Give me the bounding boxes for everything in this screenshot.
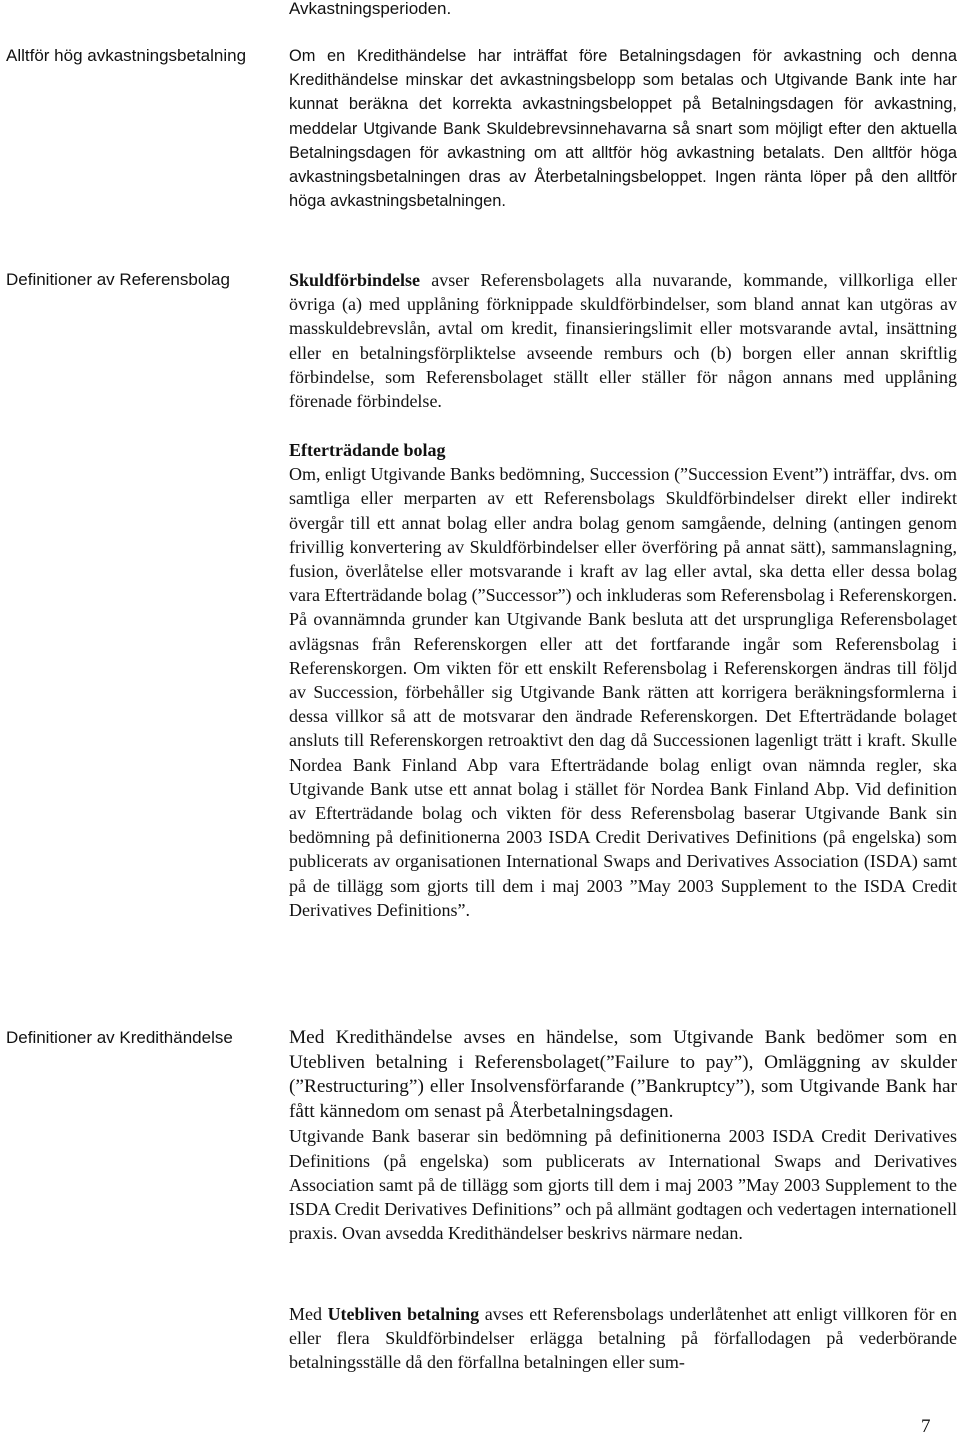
failure-to-pay-term: Utebliven betalning bbox=[327, 1304, 480, 1324]
failure-to-pay-paragraph bbox=[289, 1302, 957, 1375]
too-high-return-paragraph: Om en Kredithändelse har inträffat före Betalningsdagen för avkastning och denna Kredithändelse minskar det avkastningsbelopp som betalas och Utgivande Bank inte har kunnat beräkna det korrekta avkastningsbeloppet på Betalningsdagen för avkastning, meddelar Utgivande Bank Skuldebrevsinnehavarna så snart som möjligt efter den aktuella Betalningsdagen för avkastning om att alltför hög avkastning betalats. Den alltför höga avkastningsbetalningen dras av Återbetalningsbeloppet. Ingen ränta löper på den alltför höga avkastningsbetalningen. bbox=[289, 47, 957, 211]
failure-to-pay-prefix: Med bbox=[289, 1304, 328, 1324]
successor-heading: Efterträdande bolag bbox=[289, 440, 446, 460]
credit-event-section bbox=[289, 1026, 957, 1245]
debt-obligation-text: avser Referensbolagets alla nuvarande, kommande, villkorliga eller övriga (a) med upplåning förknippade skuldförbindelser, som bland annat kan utgöras av masskuldebrevslån, avtal om kredit, finansieringslimit eller motsvarande avtal, insättning eller en betalningsförpliktelse avseende remburs och (b) borgen eller annan skriftlig förbindelse, som Referensbolaget ställt eller ställer för någon annans med upplåning förenade förbindelse. bbox=[289, 270, 957, 412]
label-credit-event-definitions: Definitioner av Kredithändelse bbox=[6, 1028, 233, 1047]
credit-event-basis: Utgivande Bank baserar sin bedömning på definitionerna 2003 ISDA Credit Derivatives Definitions (på engelska) som publicerats av International Swaps and Derivatives Association samt på de tillägg som gjorts till dem i maj 2003 ”May 2003 Supplement to the ISDA Credit Derivatives Definitions” och på allmänt godtagen och vedertagen internationell praxis. Ovan avsedda Kredithändelser beskrivs närmare nedan. bbox=[289, 1126, 957, 1244]
continued-text-fragment: Avkastningsperioden. bbox=[289, 0, 452, 18]
successor-section bbox=[289, 438, 957, 922]
label-reference-entity-definitions: Definitioner av Referensbolag bbox=[6, 270, 230, 289]
failure-to-pay-text: avses ett Referensbolags underlåtenhet att enligt villkoren för en eller flera Skuldförbindelser erlägga betalning på förfallodagen på vederbörande betalningsställe då den förfallna betalningen eller sum- bbox=[289, 1304, 958, 1373]
page-number: 7 bbox=[921, 1416, 931, 1437]
label-too-high-return: Alltför hög avkastningsbetalning bbox=[6, 46, 247, 65]
debt-obligation-term: Skuldförbindelse bbox=[289, 270, 421, 290]
debt-obligation-paragraph bbox=[289, 268, 957, 413]
credit-event-intro: Med Kredithändelse avses en händelse, som Utgivande Bank bedömer som en Utebliven betalning i Referensbolaget(”Failure to pay”), Omläggning av skulder (”Restructuring”) eller Insolvensförfarande (”Bankruptcy”), som Utgivande Bank har fått kännedom om senast på Återbetalningsdagen. bbox=[289, 1027, 957, 1122]
successor-paragraph: Om, enligt Utgivande Banks bedömning, Succession (”Succession Event”) inträffar, dvs. om samtliga eller merparten av ett Referensbolags Skuldförbindelser direkt eller indirekt övergår till ett annat bolag eller andra bolag genom samgående, delning (antingen genom frivillig konvertering av Skuldförbindelser eller överföring på annat sätt), sammanslagning, fusion, överlåtelse eller motsvarande i kraft av lag eller avtal, ska detta eller dessa bolag vara Efterträdande bolag (”Successor”) och inkluderas som Referensbolag i Referenskorgen. På ovannämnda grunder kan Utgivande Bank besluta att det ursprungliga Referensbolaget avlägsnas från Referenskorgen eller att det fortfarande ingår som Referensbolag i Referenskorgen. Om vikten för ett enskilt Referensbolag i Referenskorgen ändras till följd av Succession, förbehåller sig Utgivande Bank rätten att korrigera beräkningsformlerna i dessa villkor så att de motsvarar den ändrade Referenskorgen. Det Efterträdande bolaget ansluts till Referenskorgen retroaktivt den dag då Successionen lagenligt trätt i kraft. Skulle Nordea Bank Finland Abp vara Efterträdande bolag enligt ovan nämnda regler, ska Utgivande Bank utse ett annat bolag i stället för Nordea Bank Finland Abp. Vid definition av Efterträdande bolag och vikten för dess Referensbolag baserar Utgivande Bank sin bedömning på definitionerna 2003 ISDA Credit Derivatives Definitions (på engelska) som publicerats av organisationen International Swaps and Derivatives Association (ISDA) samt på de tillägg som gjorts till dem i maj 2003 ”May 2003 Supplement to the ISDA Credit Derivatives Definitions”. bbox=[289, 464, 957, 920]
